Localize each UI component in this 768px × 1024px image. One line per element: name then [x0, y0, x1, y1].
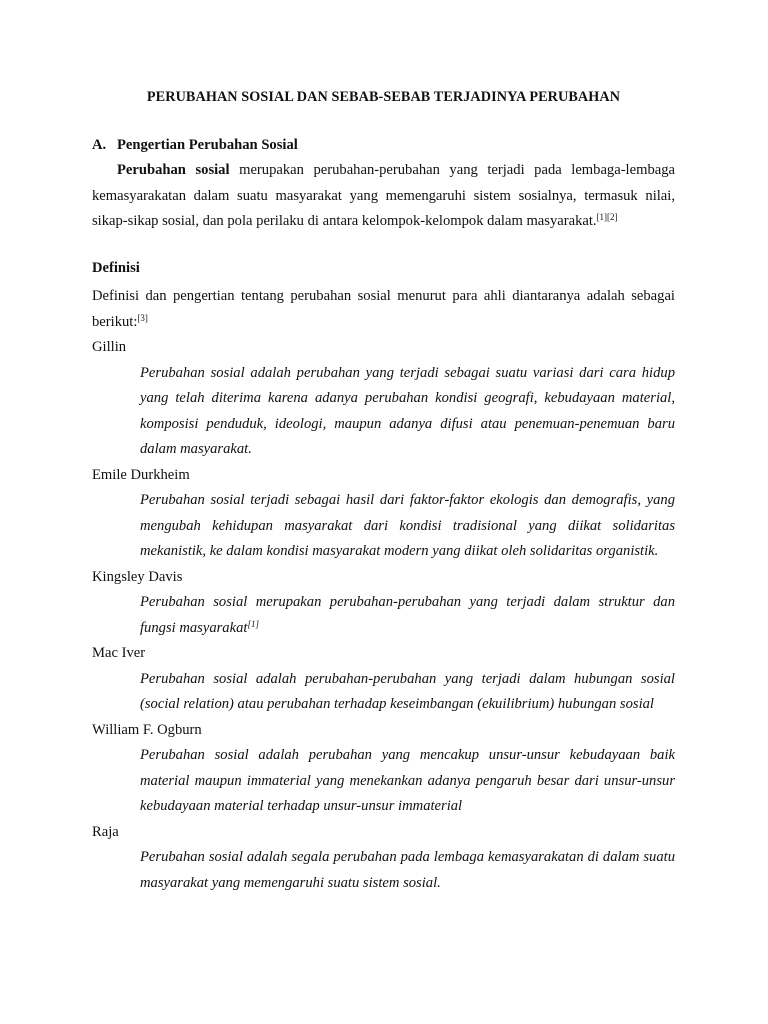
definition-item — [92, 820, 675, 897]
definition-item — [92, 463, 675, 565]
definition-text-body: Perubahan sosial adalah segala perubahan pada lembaga kemasyarakatan di dalam suatu masyarakat yang memengaruhi suatu sistem sosial. — [140, 849, 675, 891]
citation-ref[interactable]: [1][2] — [596, 212, 618, 222]
definition-text-body: Perubahan sosial terjadi sebagai hasil dari faktor-faktor ekologis dan demografis, yang mengubah kehidupan masyarakat dari kondisi tradisional yang diikat solidaritas mekanistik, ke dalam kondisi masyarakat modern yang diikat oleh solidaritas organistik. — [140, 492, 675, 559]
section-a-heading — [92, 137, 298, 154]
definition-item — [92, 335, 675, 463]
definition-text — [140, 845, 675, 896]
definition-text — [140, 667, 675, 718]
definition-item — [92, 641, 675, 718]
definisi-intro-text: Definisi dan pengertian tentang perubahan sosial menurut para ahli diantaranya adalah sebagai berikut: — [92, 288, 675, 330]
author-name: Kingsley Davis — [92, 568, 183, 585]
citation-ref[interactable]: [1] — [247, 618, 259, 629]
section-a-label: A. — [92, 137, 107, 153]
section-a-title: Pengertian Perubahan Sosial — [117, 137, 298, 153]
document-title: PERUBAHAN SOSIAL DAN SEBAB-SEBAB TERJADINYA PERUBAHAN — [146, 89, 621, 105]
paragraph-text: merupakan perubahan-perubahan yang terjadi pada lembaga-lembaga kemasyarakatan dalam suatu masyarakat yang memengaruhi sistem sosialnya, termasuk nilai, sikap-sikap sosial, dan pola perilaku di antara kelompok-kelompok dalam masyarakat. — [92, 162, 675, 229]
definition-text-body: Perubahan sosial adalah perubahan-perubahan yang terjadi dalam hubungan sosial (social relation) atau perubahan terhadap keseimbangan (ekuilibrium) hubungan sosial — [140, 670, 675, 712]
bold-term: Perubahan sosial — [117, 162, 230, 178]
author-name: William F. Ogburn — [92, 721, 202, 738]
definition-list — [92, 335, 675, 896]
author-name: Raja — [92, 823, 119, 840]
definition-text — [140, 361, 675, 463]
author-name: Emile Durkheim — [92, 466, 190, 483]
definition-text-body: Perubahan sosial adalah perubahan yang mencakup unsur-unsur kebudayaan baik material maupun immaterial yang menekankan adanya pengaruh besar dari unsur-unsur kebudayaan material terhadap unsur-unsur immaterial — [140, 747, 675, 814]
definition-text — [140, 590, 675, 641]
definition-text — [140, 743, 675, 820]
author-name: Gillin — [92, 339, 127, 355]
definition-text — [140, 488, 675, 565]
definition-text-body: Perubahan sosial adalah perubahan yang terjadi sebagai suatu variasi dari cara hidup yang telah diterima karena adanya perubahan kondisi geografi, kebudayaan material, komposisi penduduk, ideologi, maupun adanya difusi atau penemuan-penemuan baru dalam masyarakat. — [140, 364, 675, 457]
author-name: Mac Iver — [92, 645, 146, 661]
citation-ref[interactable]: [3] — [137, 312, 148, 323]
definition-text-body: Perubahan sosial merupakan perubahan-perubahan yang terjadi dalam struktur dan fungsi masyarakat — [140, 594, 675, 636]
section-a-paragraph — [92, 158, 675, 235]
definition-item — [92, 718, 675, 820]
definisi-intro — [92, 284, 675, 335]
definition-item — [92, 565, 675, 642]
definisi-heading: Definisi — [92, 260, 140, 276]
